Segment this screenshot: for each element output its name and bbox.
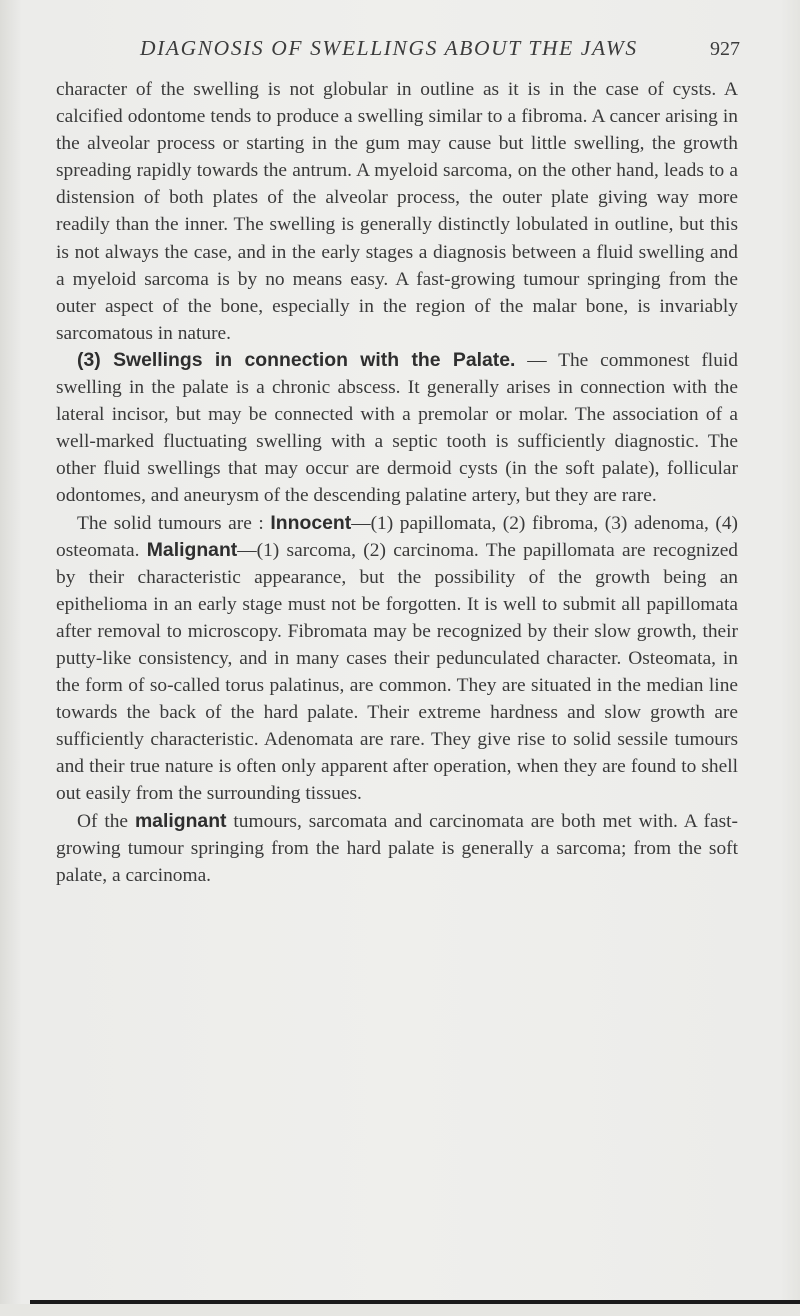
paragraph-text: — The commonest fluid swelling in the palate is a chronic abscess. It generally arises in connection with the lateral incisor, but may be connected with a premolar or molar. The association of a well-marked fluctuating swelling with a septic tooth is sufficiently diagnostic. The other fluid swellings that may occur are dermoid cysts (in the soft palate), follicular odontomes, and aneurysm of the descending palatine artery, but they are rare. [56,349,738,507]
paragraph-lead: Of the [77,810,135,832]
paragraph-text: The papillomata are recognized by their characteristic appearance, but the possibility of the growth being an epithelioma in an early stage must not be forgotten. It is well to submit all papillomata after removal to microscopy. Fibromata may be recognized by their slow growth, their putty-like consistency, and in many cases their pedunculated character. Osteomata, in the form of so-called torus palatinus, are common. They are situated in the median line towards the back of the hard palate. Their extreme hardness and slow growth are sufficiently characteristic. Adenomata are rare. They give rise to solid sessile tumours and their true nature is often only apparent after operation, when they are found to shell out easily from the surrounding tissues. [56,539,739,805]
bottom-edge-shade [0,1304,800,1316]
term-innocent: Innocent [270,511,352,534]
paragraph-solid-tumours [56,510,738,808]
running-head [0,36,800,70]
paragraph-text: character of the swelling is not globular in outline as it is in the case of cysts. A calcified odontome tends to produce a swelling similar to a fibroma. A cancer arising in the alveolar process or starting in the gum may cause but little swelling, the growth spreading rapidly towards the antrum. A myeloid sarcoma, on the other hand, leads to a distension of both plates of the alveolar process, the outer plate giving way more readily than the inner. The swelling is generally distinctly lobulated in outline, but this is not always the case, and in the early stages a diagnosis between a fluid swelling and a myeloid sarcoma is by no means easy. A fast-growing tumour springing from the outer aspect of the bone, especially in the region of the malar bone, is invariably sarcomatous in nature. [56,79,738,344]
paragraph-text: tumours, sarcomata and carcinomata are both met with. A fast-growing tumour springing from the hard palate is generally a sarcoma; from the soft palate, a carcinoma. [56,810,738,886]
section-heading-palate: (3) Swellings in connection with the Palate. [77,348,516,371]
paragraph-jaw-tumours [56,76,738,347]
paragraph-malignant-tumours [56,808,738,889]
term-malignant-lower: malignant [134,809,227,832]
running-title: DIAGNOSIS OF SWELLINGS ABOUT THE JAWS [140,36,638,60]
innocent-list: —(1) papillomata, (2) fibroma, (3) adenoma, (4) osteomata. [56,512,738,561]
paragraph-palate-swellings [56,347,738,510]
page-number: 927 [710,38,740,60]
paragraph-lead: The solid tumours are : [77,512,271,534]
term-malignant: Malignant [146,538,238,561]
body-text [56,76,738,889]
malignant-list: —(1) sarcoma, (2) carcinoma. [237,539,486,561]
